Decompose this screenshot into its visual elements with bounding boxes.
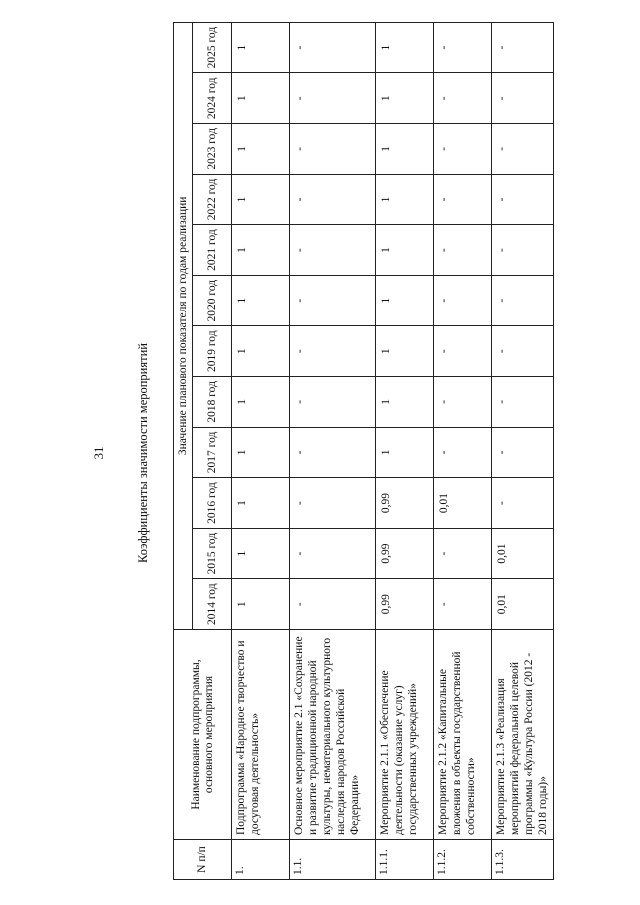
row-value: - [492, 326, 554, 377]
row-value: - [492, 225, 554, 276]
row-value: - [492, 73, 554, 124]
row-value: 0,01 [492, 528, 554, 579]
row-value: - [492, 22, 554, 73]
row-value: - [290, 22, 376, 73]
row-number: 1.1.3. [492, 840, 554, 880]
row-value: 0,99 [376, 478, 434, 529]
header-name: Наименование подпрограммы, основного мероприятия [174, 630, 232, 840]
row-value: - [290, 528, 376, 579]
row-value: 1 [376, 174, 434, 225]
header-group: Значение планового показателя по годам реализации [174, 22, 193, 629]
header-year: 2023 год [193, 124, 232, 175]
row-value: 1 [376, 124, 434, 175]
row-value: - [434, 22, 492, 73]
row-value: 1 [232, 124, 290, 175]
row-value: 0,01 [492, 579, 554, 630]
row-value: 1 [376, 275, 434, 326]
row-name: Подпрограмма «Народное творчество и досуговая деятельность» [232, 630, 290, 840]
row-value: - [434, 275, 492, 326]
row-value: - [290, 579, 376, 630]
row-value: - [290, 377, 376, 428]
row-value: 0,99 [376, 579, 434, 630]
row-value: - [492, 478, 554, 529]
header-year: 2024 год [193, 73, 232, 124]
table-row [376, 22, 434, 879]
row-value: - [434, 579, 492, 630]
header-year: 2021 год [193, 225, 232, 276]
row-value: 1 [232, 528, 290, 579]
rotated-page [88, 16, 592, 890]
row-value: - [290, 275, 376, 326]
header-year: 2014 год [193, 579, 232, 630]
row-name: Мероприятие 2.1.3 «Реализация мероприятий федеральной целевой программы «Культура России (2012 - 2018 годы)» [492, 630, 554, 840]
row-value: 1 [232, 73, 290, 124]
header-year: 2018 год [193, 377, 232, 428]
row-value: - [290, 124, 376, 175]
row-value: 1 [376, 326, 434, 377]
row-value: - [290, 326, 376, 377]
row-value: - [492, 174, 554, 225]
header-year: 2019 год [193, 326, 232, 377]
row-value: - [492, 275, 554, 326]
table-row [232, 22, 290, 879]
row-number: 1. [232, 840, 290, 880]
row-value: - [434, 377, 492, 428]
row-value: - [434, 73, 492, 124]
row-value: - [434, 326, 492, 377]
row-value: 0,99 [376, 528, 434, 579]
row-value: 1 [232, 427, 290, 478]
row-value: 1 [232, 377, 290, 428]
row-value: 1 [376, 427, 434, 478]
header-year: 2015 год [193, 528, 232, 579]
header-year: 2020 год [193, 275, 232, 326]
row-value: 0,01 [434, 478, 492, 529]
row-value: - [290, 427, 376, 478]
header-year: 2022 год [193, 174, 232, 225]
row-value: - [434, 528, 492, 579]
row-value: - [434, 124, 492, 175]
row-value: - [290, 225, 376, 276]
row-value: 1 [232, 22, 290, 73]
significance-table [173, 22, 554, 880]
row-value: 1 [232, 579, 290, 630]
row-value: 1 [376, 22, 434, 73]
table-row [492, 22, 554, 879]
row-value: 1 [232, 478, 290, 529]
row-value: 1 [376, 73, 434, 124]
row-value: - [434, 427, 492, 478]
header-year: 2016 год [193, 478, 232, 529]
row-number: 1.1. [290, 840, 376, 880]
row-name: Мероприятие 2.1.2 «Капитальные вложения в объекты государственной собственности» [434, 630, 492, 840]
row-value: - [290, 174, 376, 225]
row-number: 1.1.2. [434, 840, 492, 880]
row-value: 1 [376, 377, 434, 428]
row-value: 1 [232, 174, 290, 225]
row-value: - [434, 174, 492, 225]
row-name: Мероприятие 2.1.1 «Обеспечение деятельности (оказание услуг) государственных учреждений» [376, 630, 434, 840]
table-row [434, 22, 492, 879]
row-value: - [434, 225, 492, 276]
row-value: - [492, 427, 554, 478]
row-value: - [290, 73, 376, 124]
row-number: 1.1.1. [376, 840, 434, 880]
header-year: 2017 год [193, 427, 232, 478]
row-value: 1 [232, 326, 290, 377]
row-name: Основное мероприятие 2.1 «Сохранение и развитие традиционной народной культуры, нематериального культурного наследия народов Российской Федерации» [290, 630, 376, 840]
page-title: Коэффициенты значимости мероприятий [136, 343, 150, 563]
row-value: 1 [376, 225, 434, 276]
table-row [290, 22, 376, 879]
page-content [88, 16, 592, 890]
row-value: - [492, 124, 554, 175]
row-value: 1 [232, 225, 290, 276]
row-value: - [290, 478, 376, 529]
header-year: 2025 год [193, 22, 232, 73]
page-number: 31 [91, 446, 106, 460]
row-value: 1 [232, 275, 290, 326]
row-value: - [492, 377, 554, 428]
header-num: N п/п [174, 840, 232, 880]
